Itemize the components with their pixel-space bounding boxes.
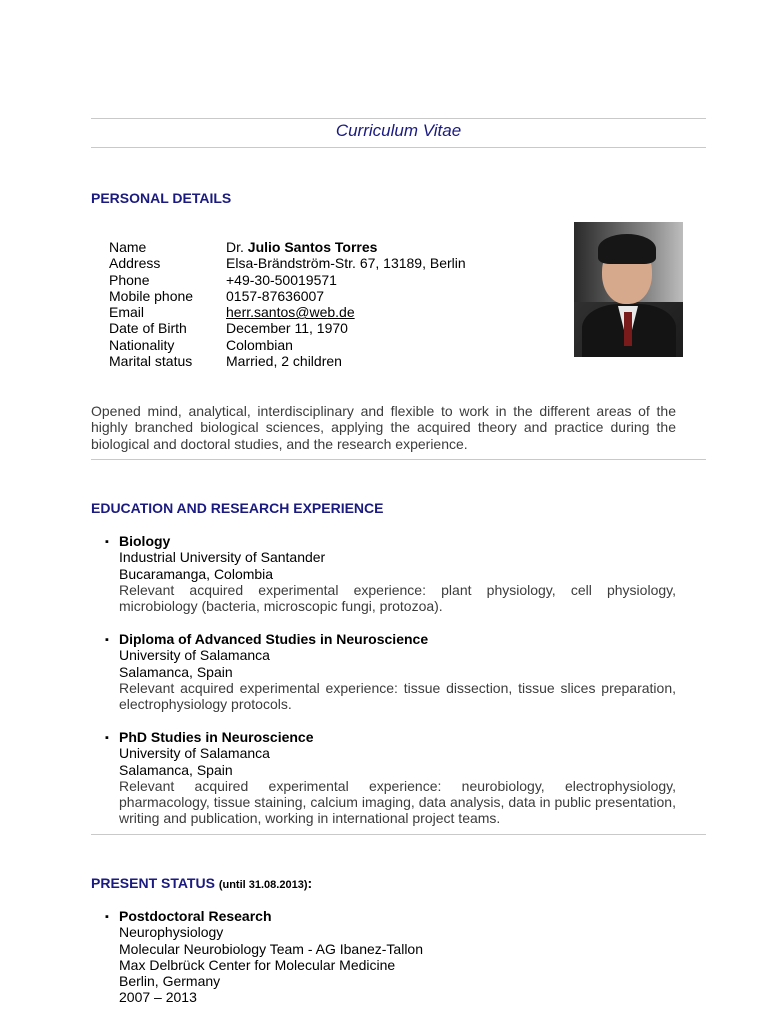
section-rule xyxy=(91,834,706,835)
full-name: Julio Santos Torres xyxy=(247,239,378,255)
present-status-colon: : xyxy=(307,875,313,891)
entry-line: 2007 – 2013 xyxy=(119,989,197,1006)
detail-row-email xyxy=(109,304,466,320)
bullet-icon: ▪ xyxy=(105,634,109,646)
entry-line: Bucaramanga, Colombia xyxy=(119,565,274,582)
name-prefix: Dr. xyxy=(226,239,248,255)
detail-value: Colombian xyxy=(226,336,293,353)
detail-label: Email xyxy=(109,304,145,321)
education-item-biology xyxy=(105,533,676,615)
present-status-heading xyxy=(91,875,312,891)
entry-title: Biology xyxy=(119,533,171,549)
personal-details-heading: PERSONAL DETAILS xyxy=(91,190,232,206)
education-item-diploma xyxy=(105,631,676,713)
detail-row-address xyxy=(109,255,466,271)
entry-title: Postdoctoral Research xyxy=(119,908,272,924)
profile-photo xyxy=(574,222,683,357)
entry-title: PhD Studies in Neuroscience xyxy=(119,729,314,745)
top-rule xyxy=(91,118,706,119)
entry-line: Salamanca, Spain xyxy=(119,663,233,680)
entry-description: Relevant acquired experimental experience: plant physiology, cell physiology, microbiology (bacteria, microscopic fungi, protozoa). xyxy=(119,581,676,615)
detail-value xyxy=(226,239,377,255)
detail-value: Married, 2 children xyxy=(226,353,342,370)
detail-label: Name xyxy=(109,239,147,255)
entry-line: Molecular Neurobiology Team - AG Ibanez-Tallon xyxy=(119,940,424,957)
entry-description: Relevant acquired experimental experience: tissue dissection, tissue slices preparation, electrophysiology protocols. xyxy=(119,679,676,713)
detail-row-name xyxy=(109,239,466,255)
entry-line: Salamanca, Spain xyxy=(119,761,233,778)
entry-line: Neurophysiology xyxy=(119,924,224,941)
personal-details-table xyxy=(109,239,466,369)
detail-value: 0157-87636007 xyxy=(226,287,325,304)
education-item-phd xyxy=(105,729,676,827)
present-item-postdoc xyxy=(105,908,676,1006)
present-status-date: (until 31.08.2013) xyxy=(218,879,308,891)
entry-line: Industrial University of Santander xyxy=(119,549,326,566)
entry-line: Max Delbrück Center for Molecular Medicine xyxy=(119,956,396,973)
present-status-title: PRESENT STATUS xyxy=(91,875,215,891)
photo-hair xyxy=(598,234,656,264)
entry-line: University of Salamanca xyxy=(119,647,270,664)
education-heading: EDUCATION AND RESEARCH EXPERIENCE xyxy=(91,500,384,516)
detail-label: Address xyxy=(109,255,161,272)
bullet-icon: ▪ xyxy=(105,536,109,548)
detail-label: Mobile phone xyxy=(109,287,194,304)
bullet-icon: ▪ xyxy=(105,911,109,923)
profile-summary: Opened mind, analytical, interdisciplinary and flexible to work in the different areas of the highly branched biological sciences, applying the acquired theory and practice during the biological and doctoral studies, and the research experience. xyxy=(91,403,676,452)
detail-label: Nationality xyxy=(109,336,175,353)
entry-line: Berlin, Germany xyxy=(119,973,221,990)
detail-row-marital xyxy=(109,353,466,369)
title-rule xyxy=(91,147,706,148)
detail-label: Marital status xyxy=(109,353,193,370)
detail-row-phone xyxy=(109,272,466,288)
detail-label: Phone xyxy=(109,271,150,288)
bullet-icon: ▪ xyxy=(105,732,109,744)
detail-value: +49-30-50019571 xyxy=(226,271,337,288)
detail-row-nationality xyxy=(109,337,466,353)
page-title: Curriculum Vitae xyxy=(335,121,462,140)
entry-line: University of Salamanca xyxy=(119,745,270,762)
email-link[interactable]: herr.santos@web.de xyxy=(226,304,355,321)
detail-row-birth xyxy=(109,320,466,336)
detail-value: December 11, 1970 xyxy=(226,320,348,337)
detail-label: Date of Birth xyxy=(109,320,187,337)
detail-value: Elsa-Brändström-Str. 67, 13189, Berlin xyxy=(226,255,466,272)
detail-row-mobile xyxy=(109,288,466,304)
photo-tie xyxy=(624,312,632,346)
entry-title: Diploma of Advanced Studies in Neuroscience xyxy=(119,631,429,647)
section-rule xyxy=(91,459,706,460)
entry-description: Relevant acquired experimental experience: neurobiology, electrophysiology, pharmacology, tissue staining, calcium imaging, data analysis, data in public presentation, writing and publication, working in international project teams. xyxy=(119,777,676,827)
